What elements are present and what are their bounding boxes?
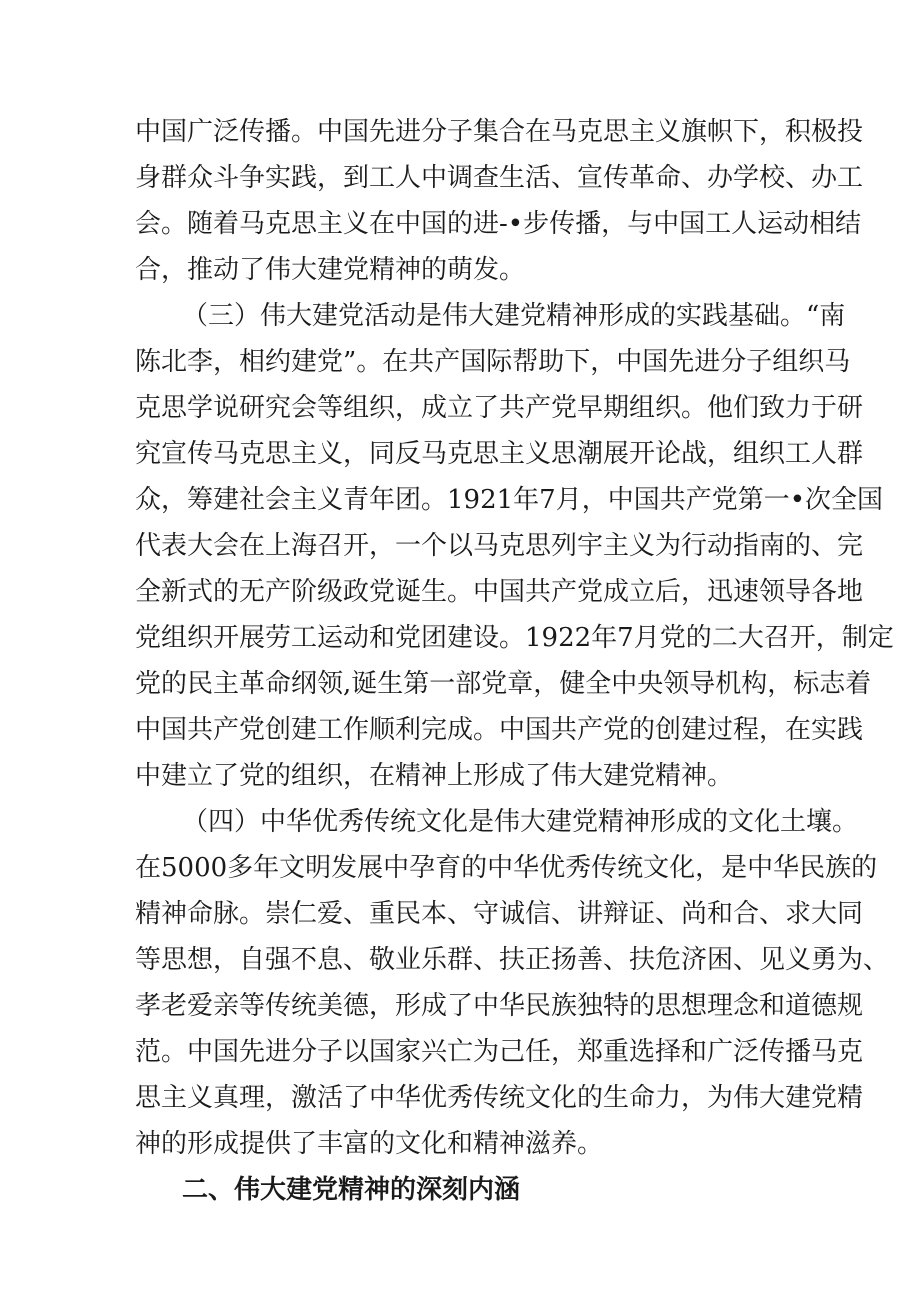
text-line: 在5000多年文明发展中孕育的中华优秀传统文化，是中华民族的: [135, 853, 878, 883]
text-line: 党的民主革命纲领,诞生第一部党章，健全中央领导机构，标志着: [135, 669, 872, 699]
text-line: 众，筹建社会主义青年团。1921年7月，中国共产党第一•次全国: [135, 485, 884, 515]
text-line: 会。随着马克思主义在中国的进-•步传播，与中国工人运动相结: [135, 209, 862, 239]
text-line: 中国共产党创建工作顺利完成。中国共产党的创建过程，在实践: [135, 715, 864, 745]
text-line: 克思学说研究会等组织，成立了共产党早期组织。他们致力于研: [135, 393, 864, 423]
text-line: （四）中华优秀传统文化是伟大建党精神形成的文化土壤。: [182, 807, 859, 837]
text-line: 陈北李，相约建党”。在共产国际帮助下，中国先进分子组织马: [135, 347, 851, 377]
text-line: （三）伟大建党活动是伟大建党精神形成的实践基础。“南: [182, 301, 846, 331]
text-line: 思主义真理，激活了中华优秀传统文化的生命力，为伟大建党精: [135, 1083, 864, 1113]
section-heading: 二、伟大建党精神的深刻内涵: [182, 1175, 521, 1205]
text-line: 代表大会在上海召开，一个以马克思列宇主义为行动指南的、完: [135, 531, 864, 561]
text-line: 等思想，自强不息、敬业乐群、扶正扬善、扶危济困、见义勇为、: [135, 945, 890, 975]
text-line: 合，推动了伟大建党精神的萌发。: [135, 255, 526, 285]
text-line: 全新式的无产阶级政党诞生。中国共产党成立后，迅速领导各地: [135, 577, 864, 607]
text-line: 孝老爱亲等传统美德，形成了中华民族独特的思想理念和道德规: [135, 991, 864, 1021]
text-line: 究宣传马克思主义，同反马克思主义思潮展开论战，组织工人群: [135, 439, 864, 469]
text-line: 身群众斗争实践，到工人中调查生活、宣传革命、办学校、办工: [135, 163, 864, 193]
text-line: 中国广泛传播。中国先进分子集合在马克思主义旗帜下，积极投: [135, 117, 864, 147]
text-line: 神的形成提供了丰富的文化和精神滋养。: [135, 1129, 604, 1159]
text-line: 中建立了党的组织，在精神上形成了伟大建党精神。: [135, 761, 734, 791]
text-line: 精神命脉。崇仁爱、重民本、守诚信、讲辩证、尚和合、求大同: [135, 899, 864, 929]
text-line: 范。中国先进分子以国家兴亡为己任，郑重选择和广泛传播马克: [135, 1037, 864, 1067]
text-line: 党组织开展劳工运动和党团建设。1922年7月党的二大召开，制定: [135, 623, 894, 653]
